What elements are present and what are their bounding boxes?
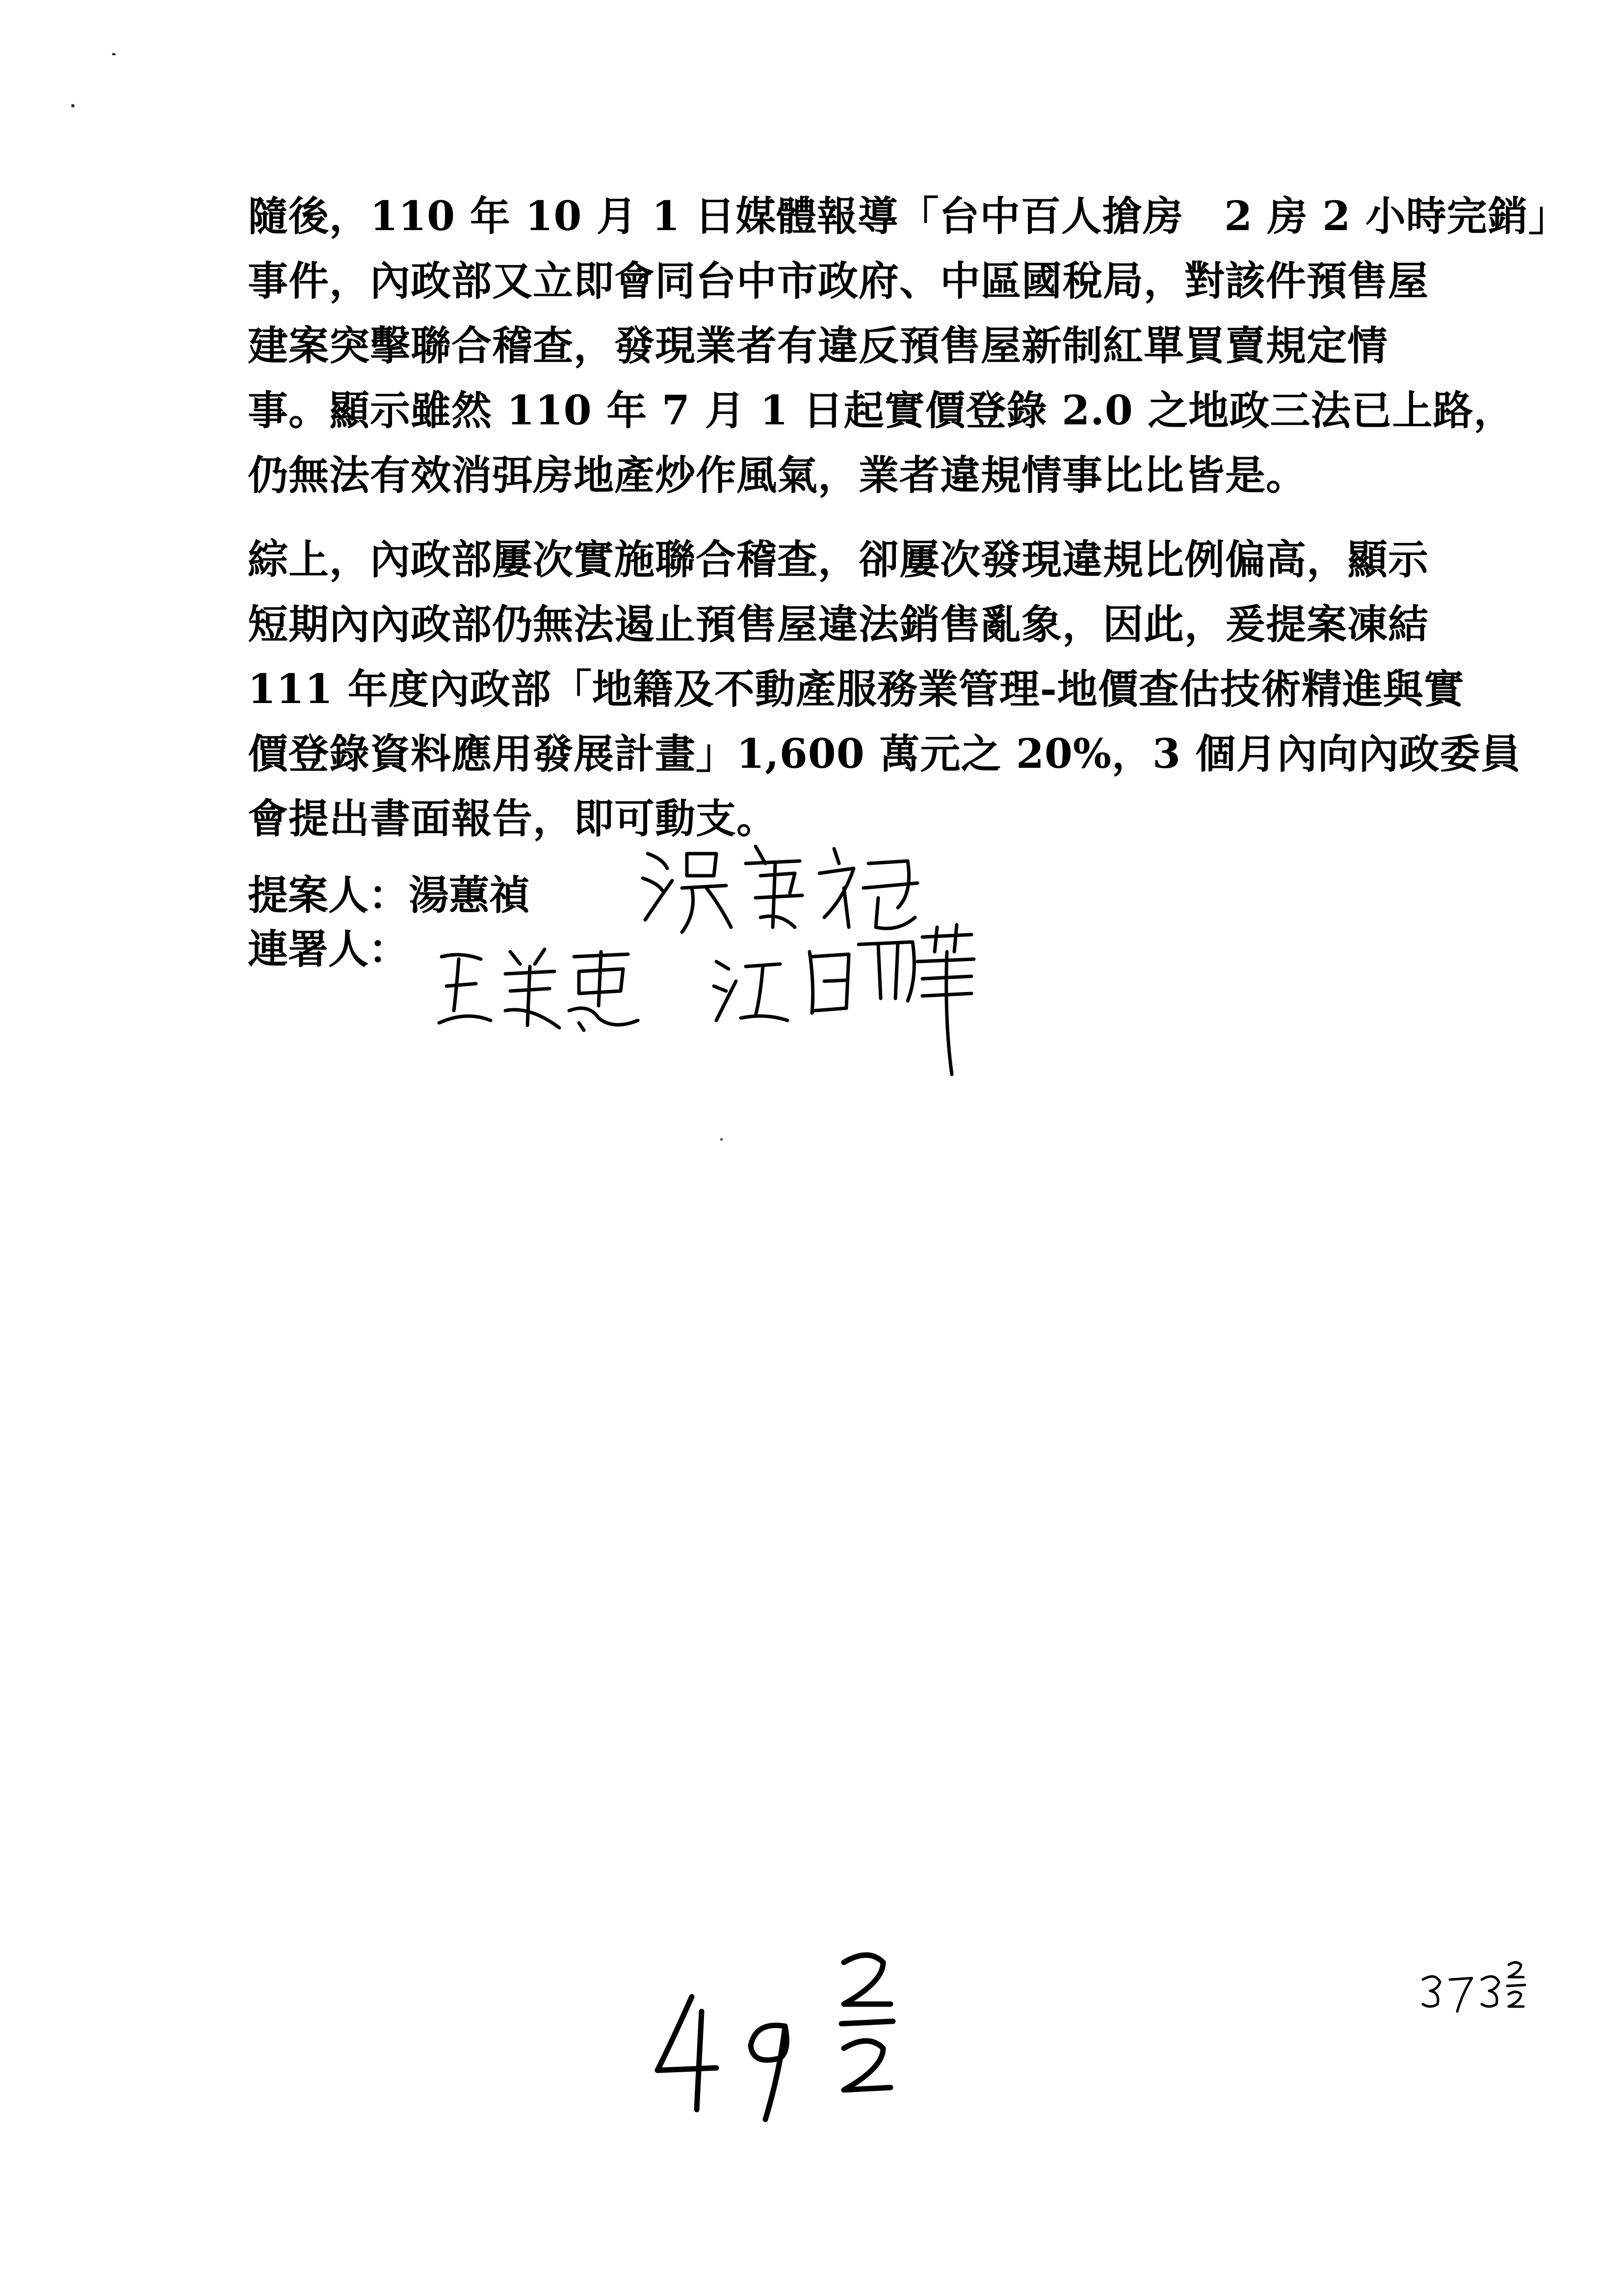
proposer-name: 湯蕙禎 <box>409 872 530 919</box>
paragraph-line: 會提出書面報告，即可動支。 <box>248 795 778 842</box>
proposer-line <box>248 868 529 922</box>
cosigner-label: 連署人： <box>248 926 409 973</box>
handwritten-page-number <box>638 1943 932 2139</box>
side-number-glyphs <box>1418 1957 1565 2016</box>
handwritten-signature-cosigner-1 <box>432 937 648 1040</box>
cosigner-line <box>248 922 409 976</box>
handwritten-side-number <box>1418 1957 1565 2016</box>
handwritten-signature-cosigner-2 <box>707 922 981 1079</box>
paragraph-line: 事。顯示雖然 110 年 7 月 1 日起實價登錄 2.0 之地政三法已上路， <box>248 387 1515 434</box>
paragraph-1 <box>248 184 1569 508</box>
paragraph-line: 建案突擊聯合稽查，發現業者有違反預售屋新制紅單買賣規定情 <box>248 322 1388 369</box>
page-number-glyphs <box>638 1943 932 2139</box>
paragraph-line: 短期內內政部仍無法遏止預售屋違法銷售亂象，因此，爰提案凍結 <box>248 601 1429 648</box>
paragraph-line: 價登錄資料應用發展計畫」1,600 萬元之 20%，3 個月內向內政委員 <box>248 731 1521 778</box>
paragraph-line: 隨後，110 年 10 月 1 日媒體報導「台中百人搶房 2 房 2 小時完銷」 <box>248 193 1569 240</box>
scan-speck <box>112 53 116 55</box>
paragraph-2 <box>248 527 1521 851</box>
paragraph-line: 事件，內政部又立即會同台中市政府、中區國稅局，對該件預售屋 <box>248 258 1429 305</box>
scan-speck <box>71 104 75 107</box>
scan-speck <box>720 1138 723 1141</box>
paragraph-line: 仍無法有效消弭房地產炒作風氣，業者違規情事比比皆是。 <box>248 452 1307 499</box>
paragraph-line: 111 年度內政部「地籍及不動產服務業管理-地價查估技術精進與實 <box>248 666 1465 713</box>
proposer-label: 提案人： <box>248 872 409 919</box>
paragraph-line: 綜上，內政部屢次實施聯合稽查，卻屢次發現違規比例偏高，顯示 <box>248 536 1429 583</box>
